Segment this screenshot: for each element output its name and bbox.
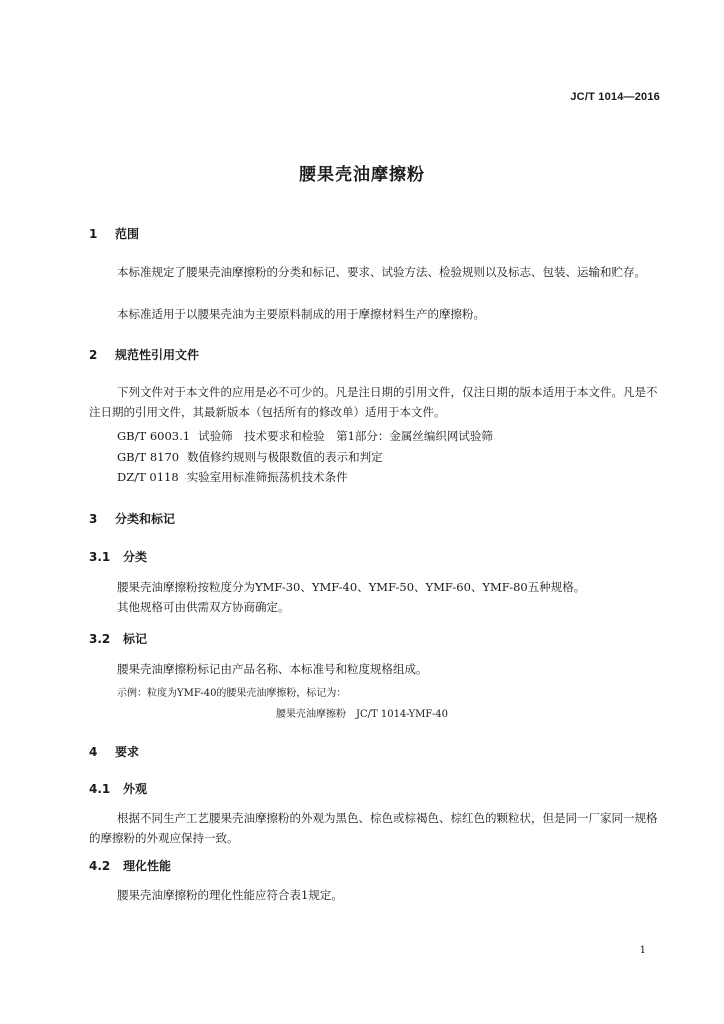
page-number: 1 [639,945,646,956]
normative-reference [117,469,348,485]
section-3-1-paragraph-2: 其他规格可由供需双方协商确定。 [117,600,290,614]
section-4-2-heading [89,857,171,874]
section-number: 4 [89,745,98,759]
example-marking: 腰果壳油摩擦粉 JC/T 1014-YMF-40 [275,709,449,720]
section-number: 1 [89,227,98,241]
section-number: 2 [89,348,98,362]
section-1-heading [89,225,139,242]
section-title: 分类 [123,550,148,564]
normative-reference [117,428,493,444]
document-title: 腰果壳油摩擦粉 [299,165,425,185]
section-title: 规范性引用文件 [115,348,200,362]
section-4-2-paragraph-1: 腰果壳油摩擦粉的理化性能应符合表1规定。 [117,888,343,902]
section-number: 4.2 [89,859,111,873]
section-number: 3.1 [89,550,111,564]
reference-code: GB/T 8170 [117,450,180,464]
section-1-paragraph-2: 本标准适用于以腰果壳油为主要原料制成的用于摩擦材料生产的摩擦粉。 [117,307,485,321]
section-3-1-heading [89,548,147,565]
example-text: 示例：粒度为YMF-40的腰果壳油摩擦粉，标记为： [117,688,347,699]
section-title: 外观 [123,782,148,796]
section-3-2-paragraph-1: 腰果壳油摩擦粉标记由产品名称、本标准号和粒度规格组成。 [117,662,428,676]
section-3-1-paragraph-1: 腰果壳油摩擦粉按粒度分为YMF-30、YMF-40、YMF-50、YMF-60、YMF-80五种规格。 [117,580,586,594]
section-3-2-heading [89,630,147,647]
section-4-heading [89,743,139,760]
reference-title: 试验筛 技术要求和检验 第1部分：金属丝编织网试验筛 [198,429,493,443]
reference-title: 数值修约规则与极限数值的表示和判定 [187,450,383,464]
reference-code: GB/T 6003.1 [117,429,191,443]
reference-title: 实验室用标准筛振荡机技术条件 [186,470,348,484]
section-number: 3 [89,512,98,526]
section-1-paragraph-1: 本标准规定了腰果壳油摩擦粉的分类和标记、要求、试验方法、检验规则以及标志、包装、运输和贮存。 [117,265,646,279]
section-title: 范围 [115,227,140,241]
section-4-1-heading [89,780,147,797]
section-3-heading [89,510,175,527]
section-title: 标记 [123,632,148,646]
section-title: 要求 [115,745,140,759]
standard-number: JC/T 1014—2016 [570,91,660,103]
section-4-1-paragraph-1: 根据不同生产工艺腰果壳油摩擦粉的外观为黑色、棕色或棕褐色、棕红色的颗粒状，但是同一厂家同一规格的摩擦粉的外观应保持一致。 [89,811,658,845]
section-2-paragraph-1: 下列文件对于本文件的应用是必不可少的。凡是注日期的引用文件，仅注日期的版本适用于本文件。凡是不注日期的引用文件，其最新版本（包括所有的修改单）适用于本文件。 [89,385,658,419]
section-2-heading [89,346,199,363]
section-title: 理化性能 [123,859,172,873]
section-title: 分类和标记 [115,512,176,526]
section-number: 3.2 [89,632,111,646]
reference-code: DZ/T 0118 [117,470,179,484]
normative-reference [117,449,383,465]
section-number: 4.1 [89,782,111,796]
